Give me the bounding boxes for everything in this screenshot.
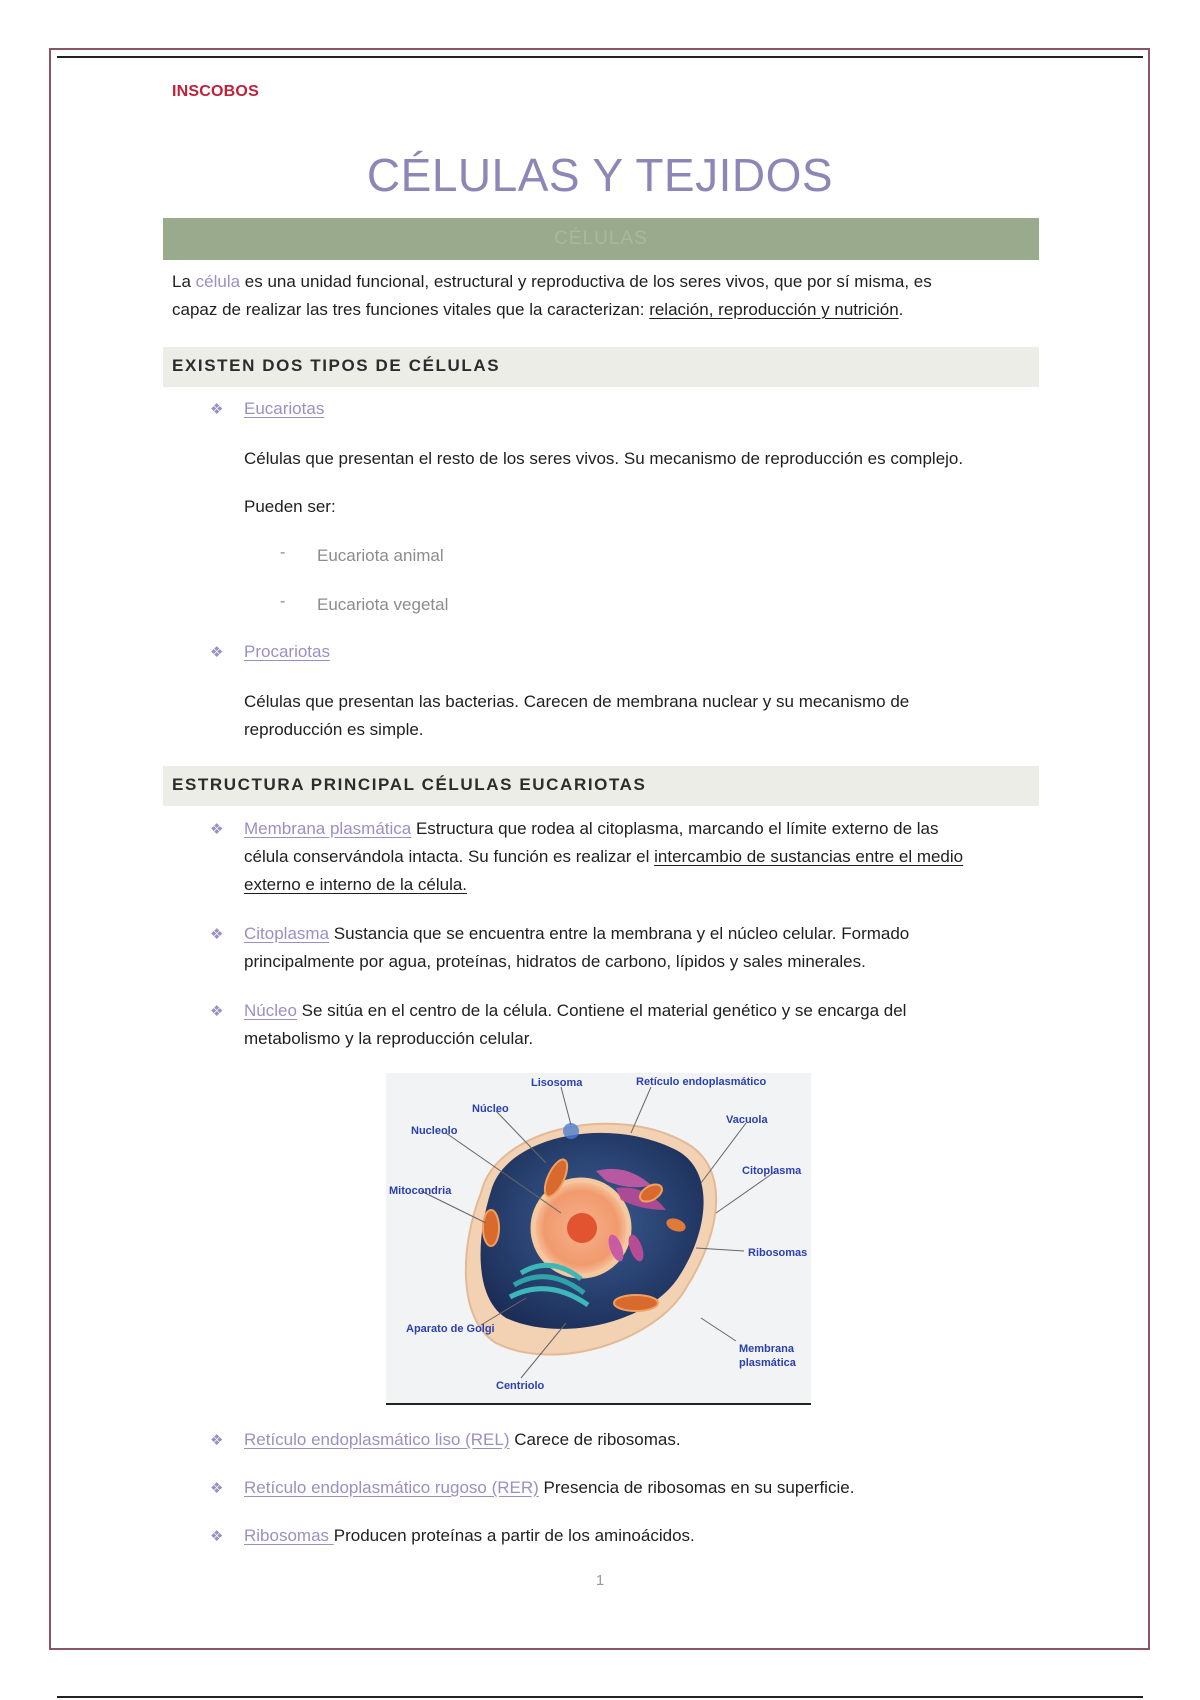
term-membrana: Membrana plasmática <box>244 819 412 838</box>
label-lisosoma: Lisosoma <box>531 1077 583 1089</box>
term-eucariotas: Eucariotas <box>244 399 325 418</box>
term-rer: Retículo endoplasmático rugoso (RER) <box>244 1478 539 1497</box>
subtype-animal: Eucariota animal <box>317 546 444 565</box>
label-golgi: Aparato de Golgi <box>406 1323 495 1335</box>
intro-term: célula <box>195 272 241 291</box>
section-heading-tipos <box>163 347 1039 387</box>
bullet-icon: ❖ <box>210 401 224 418</box>
membrana-line-2 <box>244 843 1044 871</box>
rer-item <box>244 1474 854 1502</box>
nucleo-line-1 <box>244 997 1044 1025</box>
label-ribosomas: Ribosomas <box>748 1247 808 1259</box>
procariotas-desc <box>244 688 1034 744</box>
header-rule <box>57 56 1143 58</box>
dash-marker: - <box>280 593 286 610</box>
intro-paragraph <box>172 268 1032 324</box>
intro-end: . <box>898 300 904 319</box>
subtype-vegetal: Eucariota vegetal <box>317 595 449 614</box>
bullet-icon: ❖ <box>210 644 224 661</box>
page-number: 1 <box>595 1572 605 1589</box>
eucariotas-pueden: Pueden ser: <box>244 497 336 516</box>
term-procariotas: Procariotas <box>244 642 330 661</box>
intro-lead: La <box>172 272 196 291</box>
intro-functions: relación, reproducción y nutrición <box>649 300 899 319</box>
rel-item <box>244 1426 681 1454</box>
nucleo-text-1: Se sitúa en el centro de la célula. Contiene el material genético y se encarga del <box>296 1001 907 1020</box>
cell-diagram <box>386 1073 811 1403</box>
term-citoplasma: Citoplasma <box>244 924 330 943</box>
intro-line2-start: capaz de realizar las tres funciones vitales que la caracterizan: <box>172 300 650 319</box>
membrana-text-1: Estructura que rodea al citoplasma, marcando el límite externo de las <box>411 819 939 838</box>
bullet-icon: ❖ <box>210 1480 224 1497</box>
rer-desc: Presencia de ribosomas en su superficie. <box>538 1478 855 1497</box>
nucleolus-shape <box>567 1213 597 1243</box>
band-label: CÉLULAS <box>554 228 648 249</box>
bullet-icon: ❖ <box>210 1432 224 1449</box>
procariotas-desc-line-1: Células que presentan las bacterias. Carecen de membrana nuclear y su mecanismo de <box>244 692 910 711</box>
rel-desc: Carece de ribosomas. <box>509 1430 681 1449</box>
bullet-icon: ❖ <box>210 926 224 943</box>
page-title: CÉLULAS Y TEJIDOS <box>366 149 834 201</box>
label-membrana-1: Membrana <box>739 1343 795 1355</box>
bullet-icon: ❖ <box>210 1003 224 1020</box>
term-rel: Retículo endoplasmático liso (REL) <box>244 1430 510 1449</box>
citoplasma-line-2: principalmente por agua, proteínas, hidratos de carbono, lípidos y sales minerales. <box>244 952 866 971</box>
label-centriolo: Centriolo <box>496 1380 545 1392</box>
intro-rest: es una unidad funcional, estructural y reproductiva de los seres vivos, que por sí misma, es <box>240 272 932 291</box>
label-vacuola: Vacuola <box>726 1114 768 1126</box>
membrana-line-1 <box>244 815 1044 843</box>
brand-label: INSCOBOS <box>172 83 259 100</box>
section-heading-estructura <box>163 766 1039 806</box>
bullet-icon: ❖ <box>210 821 224 838</box>
label-membrana-2: plasmática <box>739 1357 796 1369</box>
citoplasma-item <box>244 920 1044 976</box>
label-reticulo: Retículo endoplasmático <box>636 1076 767 1088</box>
intro-line-1 <box>172 268 1032 296</box>
label-mitocondria: Mitocondria <box>389 1185 452 1197</box>
intro-line-2 <box>172 296 1032 324</box>
footer-rule <box>57 1696 1143 1698</box>
membrana-underlined-2: externo e interno de la célula. <box>244 875 468 894</box>
membrana-underlined-1: intercambio de sustancias entre el medio <box>654 847 964 866</box>
label-citoplasma: Citoplasma <box>742 1165 802 1177</box>
citoplasma-line-1 <box>244 920 1044 948</box>
ribosomas-item <box>244 1522 695 1550</box>
label-nucleo: Núcleo <box>472 1103 509 1115</box>
eucariotas-desc: Células que presentan el resto de los seres vivos. Su mecanismo de reproducción es complejo. <box>244 449 964 468</box>
nucleo-item <box>244 997 1044 1053</box>
membrana-item <box>244 815 1044 899</box>
membrana-text-2: célula conservándola intacta. Su función es realizar el <box>244 847 655 866</box>
cell-diagram-figure <box>386 1073 811 1405</box>
dash-marker: - <box>280 544 286 561</box>
label-nucleolo: Nucleolo <box>411 1125 458 1137</box>
bullet-icon: ❖ <box>210 1528 224 1545</box>
ribosomas-desc: Producen proteínas a partir de los aminoácidos. <box>333 1526 695 1545</box>
procariotas-desc-line-2: reproducción es simple. <box>244 720 424 739</box>
citoplasma-text-1: Sustancia que se encuentra entre la membrana y el núcleo celular. Formado <box>329 924 910 943</box>
term-nucleo: Núcleo <box>244 1001 297 1020</box>
nucleo-line-2: metabolismo y la reproducción celular. <box>244 1029 534 1048</box>
section-heading-estructura-text: ESTRUCTURA PRINCIPAL CÉLULAS EUCARIOTAS <box>172 775 647 794</box>
term-ribosomas: Ribosomas <box>244 1526 334 1545</box>
section-band <box>163 218 1039 260</box>
section-heading-tipos-text: EXISTEN DOS TIPOS DE CÉLULAS <box>172 356 501 375</box>
